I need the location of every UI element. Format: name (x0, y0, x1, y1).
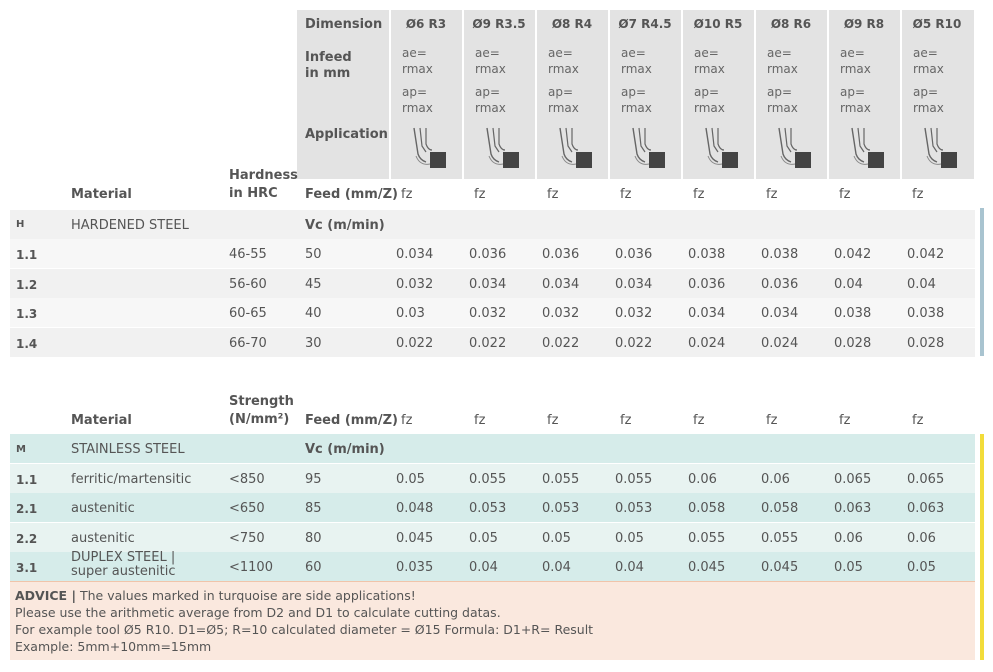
feed-value: 0.05 (834, 560, 863, 575)
ap-label: ap= (475, 85, 501, 99)
feed-value: 0.06 (907, 531, 936, 546)
dimension-header-3: Ø8 R4 (551, 17, 593, 31)
advice-title: ADVICE | (15, 588, 77, 603)
feed-value: 0.05 (907, 560, 936, 575)
feed-value: 0.028 (907, 336, 945, 351)
material-name: ferritic/martensitic (71, 472, 192, 487)
feed-value: 0.055 (542, 472, 580, 487)
dimension-header-4: Ø7 R4.5 (618, 17, 672, 31)
feed-value: 0.06 (834, 531, 863, 546)
vc-label-stainless: Vc (m/min) (305, 442, 385, 457)
feed-value: 0.042 (907, 247, 945, 262)
ap-value: rmax (913, 101, 944, 115)
dimension-header-8: Ø5 R10 (912, 17, 962, 31)
feed-value: 0.04 (834, 277, 863, 292)
feed-value: 0.053 (615, 501, 653, 516)
strength-value: <750 (229, 531, 265, 546)
feed-value: 0.065 (834, 472, 872, 487)
hardness-value: 56-60 (229, 277, 267, 292)
feed-value: 0.034 (396, 247, 434, 262)
dimension-label: Dimension (305, 17, 383, 32)
header-column-separator (754, 10, 756, 179)
feed-value: 0.035 (396, 560, 434, 575)
ae-value: rmax (402, 62, 433, 76)
feed-value: 0.034 (761, 306, 799, 321)
header-column-separator (681, 10, 683, 179)
feed-value: 0.03 (396, 306, 425, 321)
feed-value: 0.06 (688, 472, 717, 487)
feed-value: 0.034 (542, 277, 580, 292)
feed-header: Feed (mm/Z) (305, 187, 398, 202)
end-mill-application-icon (921, 126, 957, 170)
feed-value: 0.036 (542, 247, 580, 262)
feed-symbol-fz: fz (766, 413, 778, 428)
feed-value: 0.024 (761, 336, 799, 351)
group-code-h: H (16, 219, 25, 230)
material-name: austenitic (71, 531, 135, 546)
hardness-value: 66-70 (229, 336, 267, 351)
end-mill-application-icon (556, 126, 592, 170)
hardness-header-line1: Hardness (229, 168, 298, 183)
feed-symbol-fz: fz (766, 187, 778, 202)
feed-value: 0.053 (469, 501, 507, 516)
row-number: 1.2 (16, 278, 38, 292)
infeed-label-line1: Infeed (305, 50, 352, 65)
feed-value: 0.048 (396, 501, 434, 516)
feed-value: 0.032 (542, 306, 580, 321)
group-name-hardened: HARDENED STEEL (71, 218, 189, 233)
vc-label-hardened: Vc (m/min) (305, 218, 385, 233)
feed-symbol-fz: fz (693, 413, 705, 428)
strength-header-line1: Strength (229, 394, 294, 409)
feed-value: 0.053 (542, 501, 580, 516)
feed-value: 0.022 (542, 336, 580, 351)
material-name-line1: DUPLEX STEEL | (71, 550, 176, 565)
feed-value: 0.038 (761, 247, 799, 262)
header-column-separator (462, 10, 464, 179)
feed-value: 0.036 (615, 247, 653, 262)
end-mill-application-icon (410, 126, 446, 170)
vc-value: 85 (305, 501, 322, 516)
advice-text-3: For example tool Ø5 R10. D1=Ø5; R=10 calculated diameter = Ø15 Formula: D1+R= Result (15, 622, 594, 637)
ap-value: rmax (840, 101, 871, 115)
feed-value: 0.022 (469, 336, 507, 351)
row-number: 1.3 (16, 307, 38, 321)
end-mill-application-icon (848, 126, 884, 170)
vc-value: 45 (305, 277, 322, 292)
header-column-separator (389, 10, 391, 179)
feed-value: 0.038 (688, 247, 726, 262)
feed-value: 0.04 (469, 560, 498, 575)
ae-label: ae= (402, 46, 427, 60)
feed-symbol-fz: fz (839, 413, 851, 428)
feed-value: 0.063 (907, 501, 945, 516)
strength-value: <1100 (229, 560, 273, 575)
vc-value: 50 (305, 247, 322, 262)
advice-text-4: Example: 5mm+10mm=15mm (15, 639, 212, 654)
ap-label: ap= (548, 85, 574, 99)
feed-value: 0.063 (834, 501, 872, 516)
header-column-separator (900, 10, 902, 179)
feed-value: 0.04 (615, 560, 644, 575)
material-name: austenitic (71, 501, 135, 516)
advice-text-1: The values marked in turquoise are side applications! (80, 588, 416, 603)
feed-value: 0.04 (542, 560, 571, 575)
feed-value: 0.04 (907, 277, 936, 292)
vc-value: 30 (305, 336, 322, 351)
feed-value: 0.042 (834, 247, 872, 262)
feed-value: 0.032 (396, 277, 434, 292)
feed-value: 0.055 (469, 472, 507, 487)
end-mill-application-icon (483, 126, 519, 170)
row-number: 1.4 (16, 337, 38, 351)
feed-symbol-fz: fz (401, 413, 413, 428)
feed-value: 0.045 (761, 560, 799, 575)
feed-value: 0.036 (469, 247, 507, 262)
ae-value: rmax (913, 62, 944, 76)
feed-value: 0.038 (834, 306, 872, 321)
end-mill-application-icon (702, 126, 738, 170)
feed-symbol-fz: fz (912, 413, 924, 428)
feed-value: 0.055 (688, 531, 726, 546)
dimension-header-2: Ø9 R3.5 (472, 17, 526, 31)
feed-value: 0.06 (761, 472, 790, 487)
feed-symbol-fz: fz (401, 187, 413, 202)
feed-symbol-fz: fz (693, 187, 705, 202)
feed-value: 0.036 (761, 277, 799, 292)
dimension-header-7: Ø9 R8 (843, 17, 885, 31)
feed-value: 0.05 (542, 531, 571, 546)
feed-value: 0.055 (761, 531, 799, 546)
ae-value: rmax (767, 62, 798, 76)
ae-value: rmax (475, 62, 506, 76)
feed-symbol-fz: fz (474, 413, 486, 428)
feed-value: 0.045 (688, 560, 726, 575)
ae-label: ae= (913, 46, 938, 60)
ae-label: ae= (475, 46, 500, 60)
feed-symbol-fz: fz (474, 187, 486, 202)
hardness-value: 60-65 (229, 306, 267, 321)
dimension-header-5: Ø10 R5 (693, 17, 743, 31)
vc-value: 60 (305, 560, 322, 575)
header-column-separator (827, 10, 829, 179)
ap-label: ap= (621, 85, 647, 99)
feed-symbol-fz: fz (620, 187, 632, 202)
feed-value: 0.032 (615, 306, 653, 321)
row-number: 2.1 (16, 502, 38, 516)
advice-box (10, 581, 975, 660)
material-header: Material (71, 187, 132, 202)
stainless-accent-bar (980, 434, 984, 660)
feed-value: 0.065 (907, 472, 945, 487)
end-mill-application-icon (629, 126, 665, 170)
application-label: Application (305, 127, 388, 142)
hardness-value: 46-55 (229, 247, 267, 262)
feed-value: 0.038 (907, 306, 945, 321)
feed-symbol-fz: fz (912, 187, 924, 202)
group-code-m: M (16, 444, 26, 455)
ap-value: rmax (621, 101, 652, 115)
material-header-stainless: Material (71, 413, 132, 428)
header-column-separator (535, 10, 537, 179)
ap-value: rmax (402, 101, 433, 115)
ap-label: ap= (694, 85, 720, 99)
strength-value: <850 (229, 472, 265, 487)
hardened-accent-bar (980, 208, 984, 356)
row-number: 1.1 (16, 248, 38, 262)
material-name-line2: super austenitic (71, 564, 176, 579)
feed-value: 0.034 (469, 277, 507, 292)
feed-value: 0.05 (469, 531, 498, 546)
header-column-separator (608, 10, 610, 179)
feed-symbol-fz: fz (620, 413, 632, 428)
vc-value: 40 (305, 306, 322, 321)
feed-value: 0.05 (396, 472, 425, 487)
advice-text-2: Please use the arithmetic average from D2 and D1 to calculate cutting datas. (15, 605, 501, 620)
strength-value: <650 (229, 501, 265, 516)
feed-symbol-fz: fz (547, 187, 559, 202)
ap-value: rmax (767, 101, 798, 115)
ae-value: rmax (840, 62, 871, 76)
feed-value: 0.05 (615, 531, 644, 546)
vc-value: 95 (305, 472, 322, 487)
feed-symbol-fz: fz (547, 413, 559, 428)
feed-value: 0.022 (396, 336, 434, 351)
feed-value: 0.058 (761, 501, 799, 516)
feed-value: 0.036 (688, 277, 726, 292)
feed-value: 0.055 (615, 472, 653, 487)
ae-label: ae= (694, 46, 719, 60)
row-number: 1.1 (16, 473, 38, 487)
ap-label: ap= (402, 85, 428, 99)
ap-label: ap= (913, 85, 939, 99)
ap-label: ap= (767, 85, 793, 99)
dimension-header-6: Ø8 R6 (770, 17, 812, 31)
feed-value: 0.032 (469, 306, 507, 321)
ae-label: ae= (548, 46, 573, 60)
infeed-label-line2: in mm (305, 66, 351, 81)
hardness-header-line2: in HRC (229, 186, 278, 201)
ap-value: rmax (548, 101, 579, 115)
ae-label: ae= (840, 46, 865, 60)
strength-header-line2: (N/mm²) (229, 412, 290, 427)
ae-label: ae= (767, 46, 792, 60)
ae-label: ae= (621, 46, 646, 60)
dimension-header-1: Ø6 R3 (405, 17, 447, 31)
advice-line-1 (15, 588, 416, 603)
feed-value: 0.024 (688, 336, 726, 351)
ae-value: rmax (621, 62, 652, 76)
feed-value: 0.034 (615, 277, 653, 292)
ap-value: rmax (694, 101, 725, 115)
end-mill-application-icon (775, 126, 811, 170)
ap-value: rmax (475, 101, 506, 115)
feed-value: 0.022 (615, 336, 653, 351)
feed-header-stainless: Feed (mm/Z) (305, 413, 398, 428)
feed-value: 0.028 (834, 336, 872, 351)
feed-value: 0.045 (396, 531, 434, 546)
ap-label: ap= (840, 85, 866, 99)
row-number: 2.2 (16, 532, 38, 546)
feed-value: 0.034 (688, 306, 726, 321)
group-name-stainless: STAINLESS STEEL (71, 442, 185, 457)
ae-value: rmax (548, 62, 579, 76)
ae-value: rmax (694, 62, 725, 76)
row-number: 3.1 (16, 561, 38, 575)
vc-value: 80 (305, 531, 322, 546)
feed-value: 0.058 (688, 501, 726, 516)
feed-symbol-fz: fz (839, 187, 851, 202)
